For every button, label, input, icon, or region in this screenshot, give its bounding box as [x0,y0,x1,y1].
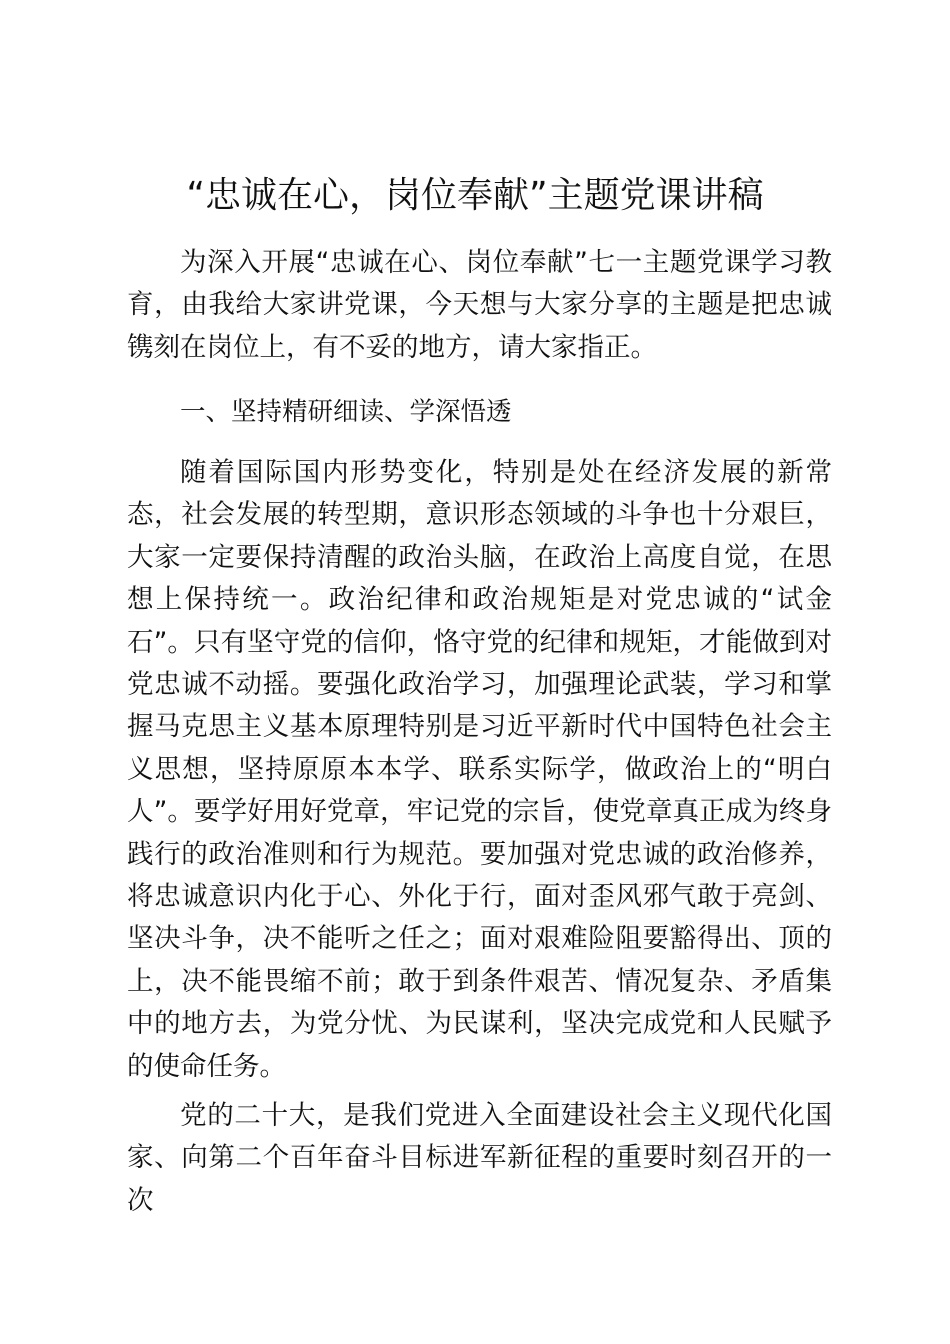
document-title: “忠诚在心，岗位奉献”主题党课讲稿 [186,175,764,216]
body-paragraph: 随着国际国内形势变化，特别是处在经济发展的新常态，社会发展的转型期，意识形态领域的斗争也十分艰巨，大家一定要保持清醒的政治头脑，在政治上高度自觉，在思想上保持统一。政治纪律和政治规矩是对党忠诚的“试金石”。只有坚守党的信仰，恪守党的纪律和规矩，才能做到对党忠诚不动摇。要强化政治学习，加强理论武装，学习和掌握马克思主义基本原理特别是习近平新时代中国特色社会主义思想，坚持原原本本学、联系实际学，做政治上的“明白人”。要学好用好党章，牢记党的宗旨，使党章真正成为终身践行的政治准则和行为规范。要加强对党忠诚的政治修养，将忠诚意识内化于心、外化于行，面对歪风邪气敢于亮剑、坚决斗争，决不能听之任之；面对艰难险阻要豁得出、顶的上，决不能畏缩不前；敢于到条件艰苦、情况复杂、矛盾集中的地方去，为党分忧、为民谋利，坚决完成党和人民赋予的使命任务。 [127,457,832,1082]
body-paragraph: 党的二十大，是我们党进入全面建设社会主义现代化国家、向第二个百年奋斗目标进军新征程的重要时刻召开的一次 [127,1100,832,1216]
intro-paragraph: 为深入开展“忠诚在心、岗位奉献”七一主题党课学习教育，由我给大家讲党课，今天想与大家分享的主题是把忠诚镌刻在岗位上，有不妥的地方，请大家指正。 [127,247,832,363]
section-heading: 一、坚持精研细读、学深悟透 [180,397,512,427]
